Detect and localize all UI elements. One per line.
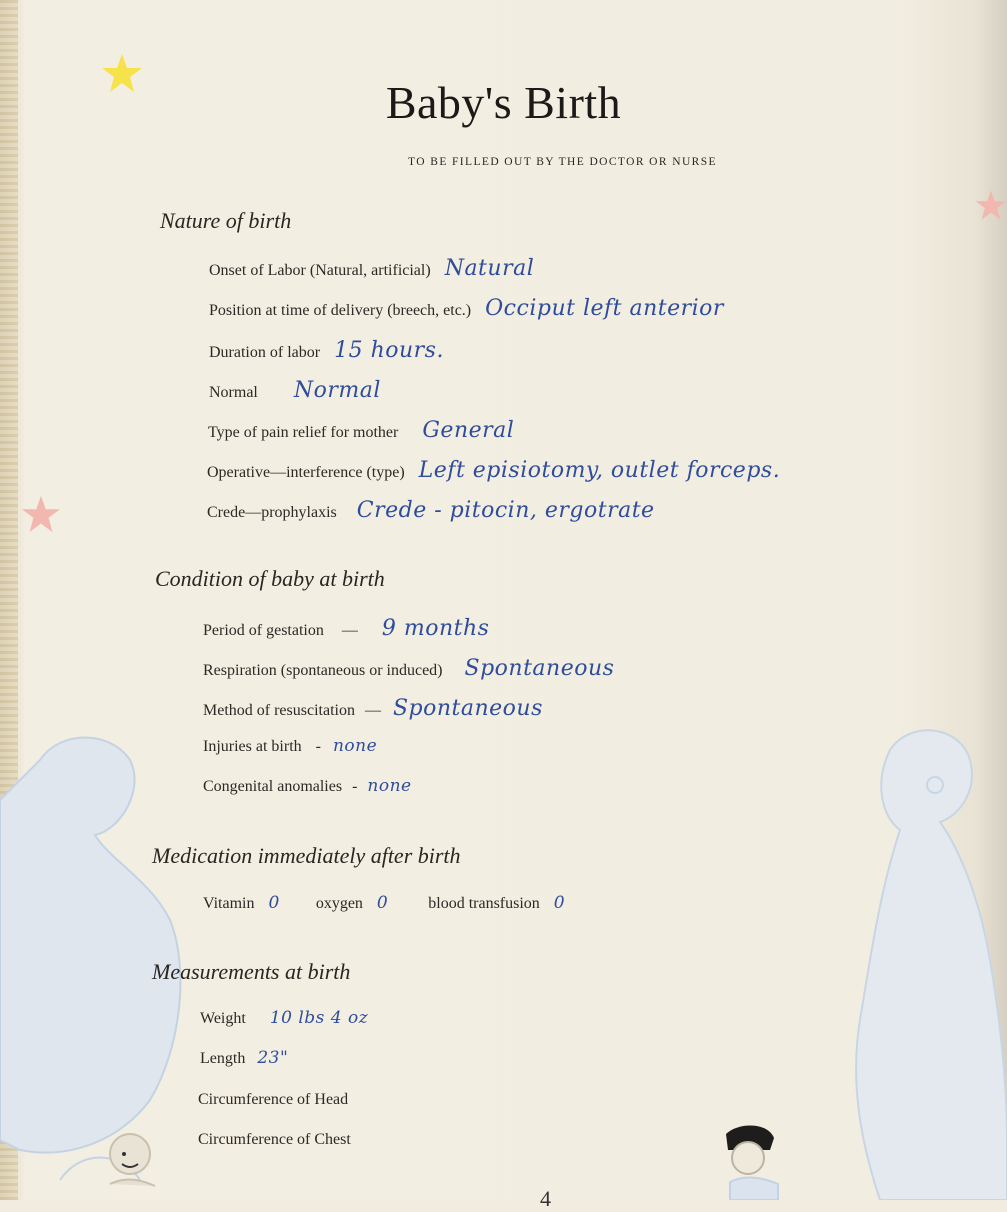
row-circumference-chest — [198, 1129, 365, 1149]
boy-figure-small-illustration — [718, 1120, 788, 1200]
value-oxygen: 0 — [376, 893, 389, 913]
value-blood-transfusion: 0 — [553, 893, 566, 913]
label-weight: Weight — [200, 1010, 246, 1027]
value-respiration: Spontaneous — [464, 656, 615, 681]
value-duration-of-labor: 15 hours. — [334, 338, 444, 363]
label-congenital-anomalies: Congenital anomalies — [203, 778, 343, 795]
value-period-of-gestation: 9 months — [381, 616, 490, 641]
value-congenital-anomalies: none — [367, 776, 412, 796]
label-pain-relief: Type of pain relief for mother — [208, 424, 399, 441]
value-weight: 10 lbs 4 oz — [269, 1008, 369, 1028]
row-congenital-anomalies: Congenital anomalies - none — [203, 776, 412, 796]
row-circumference-head — [198, 1089, 362, 1109]
label-duration-of-labor: Duration of labor — [209, 344, 321, 361]
row-duration-of-labor — [209, 338, 444, 363]
row-position-at-delivery — [209, 296, 724, 321]
section-heading-nature-of-birth: Nature of birth — [160, 208, 292, 233]
label-period-of-gestation: Period of gestation — [203, 622, 324, 639]
label-oxygen: oxygen — [315, 895, 363, 912]
section-heading-medication: Medication immediately after birth — [152, 843, 461, 868]
row-pain-relief — [208, 418, 514, 443]
value-crede-prophylaxis: Crede - pitocin, ergotrate — [356, 498, 655, 523]
section-heading-measurements: Measurements at birth — [152, 959, 351, 984]
value-vitamin: 0 — [268, 893, 280, 913]
row-period-of-gestation: Period of gestation — 9 months — [203, 616, 490, 641]
label-vitamin: Vitamin — [203, 895, 255, 912]
row-medication-items — [203, 893, 565, 913]
value-position-at-delivery: Occiput left anterior — [485, 296, 724, 321]
value-injuries-at-birth: none — [332, 736, 378, 756]
child-silhouette-right-illustration — [820, 720, 1007, 1200]
label-onset-of-labor: Onset of Labor (Natural, artificial) — [209, 262, 431, 279]
label-operative-interference: Operative—interference (type) — [207, 464, 405, 481]
label-method-of-resuscitation: Method of resuscitation — [203, 702, 355, 719]
value-operative-interference: Left episiotomy, outlet forceps. — [418, 458, 781, 483]
label-blood-transfusion: blood transfusion — [428, 895, 540, 912]
label-injuries-at-birth: Injuries at birth — [203, 738, 302, 755]
value-normal: Normal — [293, 378, 381, 403]
child-figure-small-illustration — [100, 1124, 170, 1200]
value-onset-of-labor: Natural — [444, 256, 535, 281]
label-circumference-head: Circumference of Head — [198, 1091, 349, 1108]
row-respiration — [203, 656, 614, 681]
page-number: 4 — [540, 1186, 551, 1211]
row-crede-prophylaxis — [207, 498, 655, 523]
pink-star-right-icon — [974, 188, 1007, 222]
row-method-of-resuscitation: Method of resuscitation — Spontaneous — [203, 696, 543, 721]
pink-star-left-icon — [20, 494, 62, 534]
label-length: Length — [200, 1050, 246, 1067]
section-heading-condition-of-baby: Condition of baby at birth — [155, 566, 385, 591]
value-length: 23" — [257, 1048, 289, 1068]
label-respiration: Respiration (spontaneous or induced) — [203, 662, 443, 679]
row-normal — [209, 378, 381, 403]
row-injuries-at-birth: Injuries at birth - none — [203, 736, 378, 756]
row-length — [200, 1048, 288, 1068]
row-operative-interference — [207, 458, 780, 483]
row-weight — [200, 1008, 368, 1028]
label-position-at-delivery: Position at time of delivery (breech, etc.) — [209, 302, 472, 319]
label-normal: Normal — [209, 384, 258, 401]
label-crede-prophylaxis: Crede—prophylaxis — [207, 504, 337, 521]
value-pain-relief: General — [422, 418, 515, 443]
page-subtitle: TO BE FILLED OUT BY THE DOCTOR OR NURSE — [408, 156, 717, 168]
value-method-of-resuscitation: Spontaneous — [392, 696, 543, 721]
row-onset-of-labor — [209, 256, 534, 281]
page-title: Baby's Birth — [385, 77, 622, 128]
label-circumference-chest: Circumference of Chest — [198, 1131, 351, 1148]
